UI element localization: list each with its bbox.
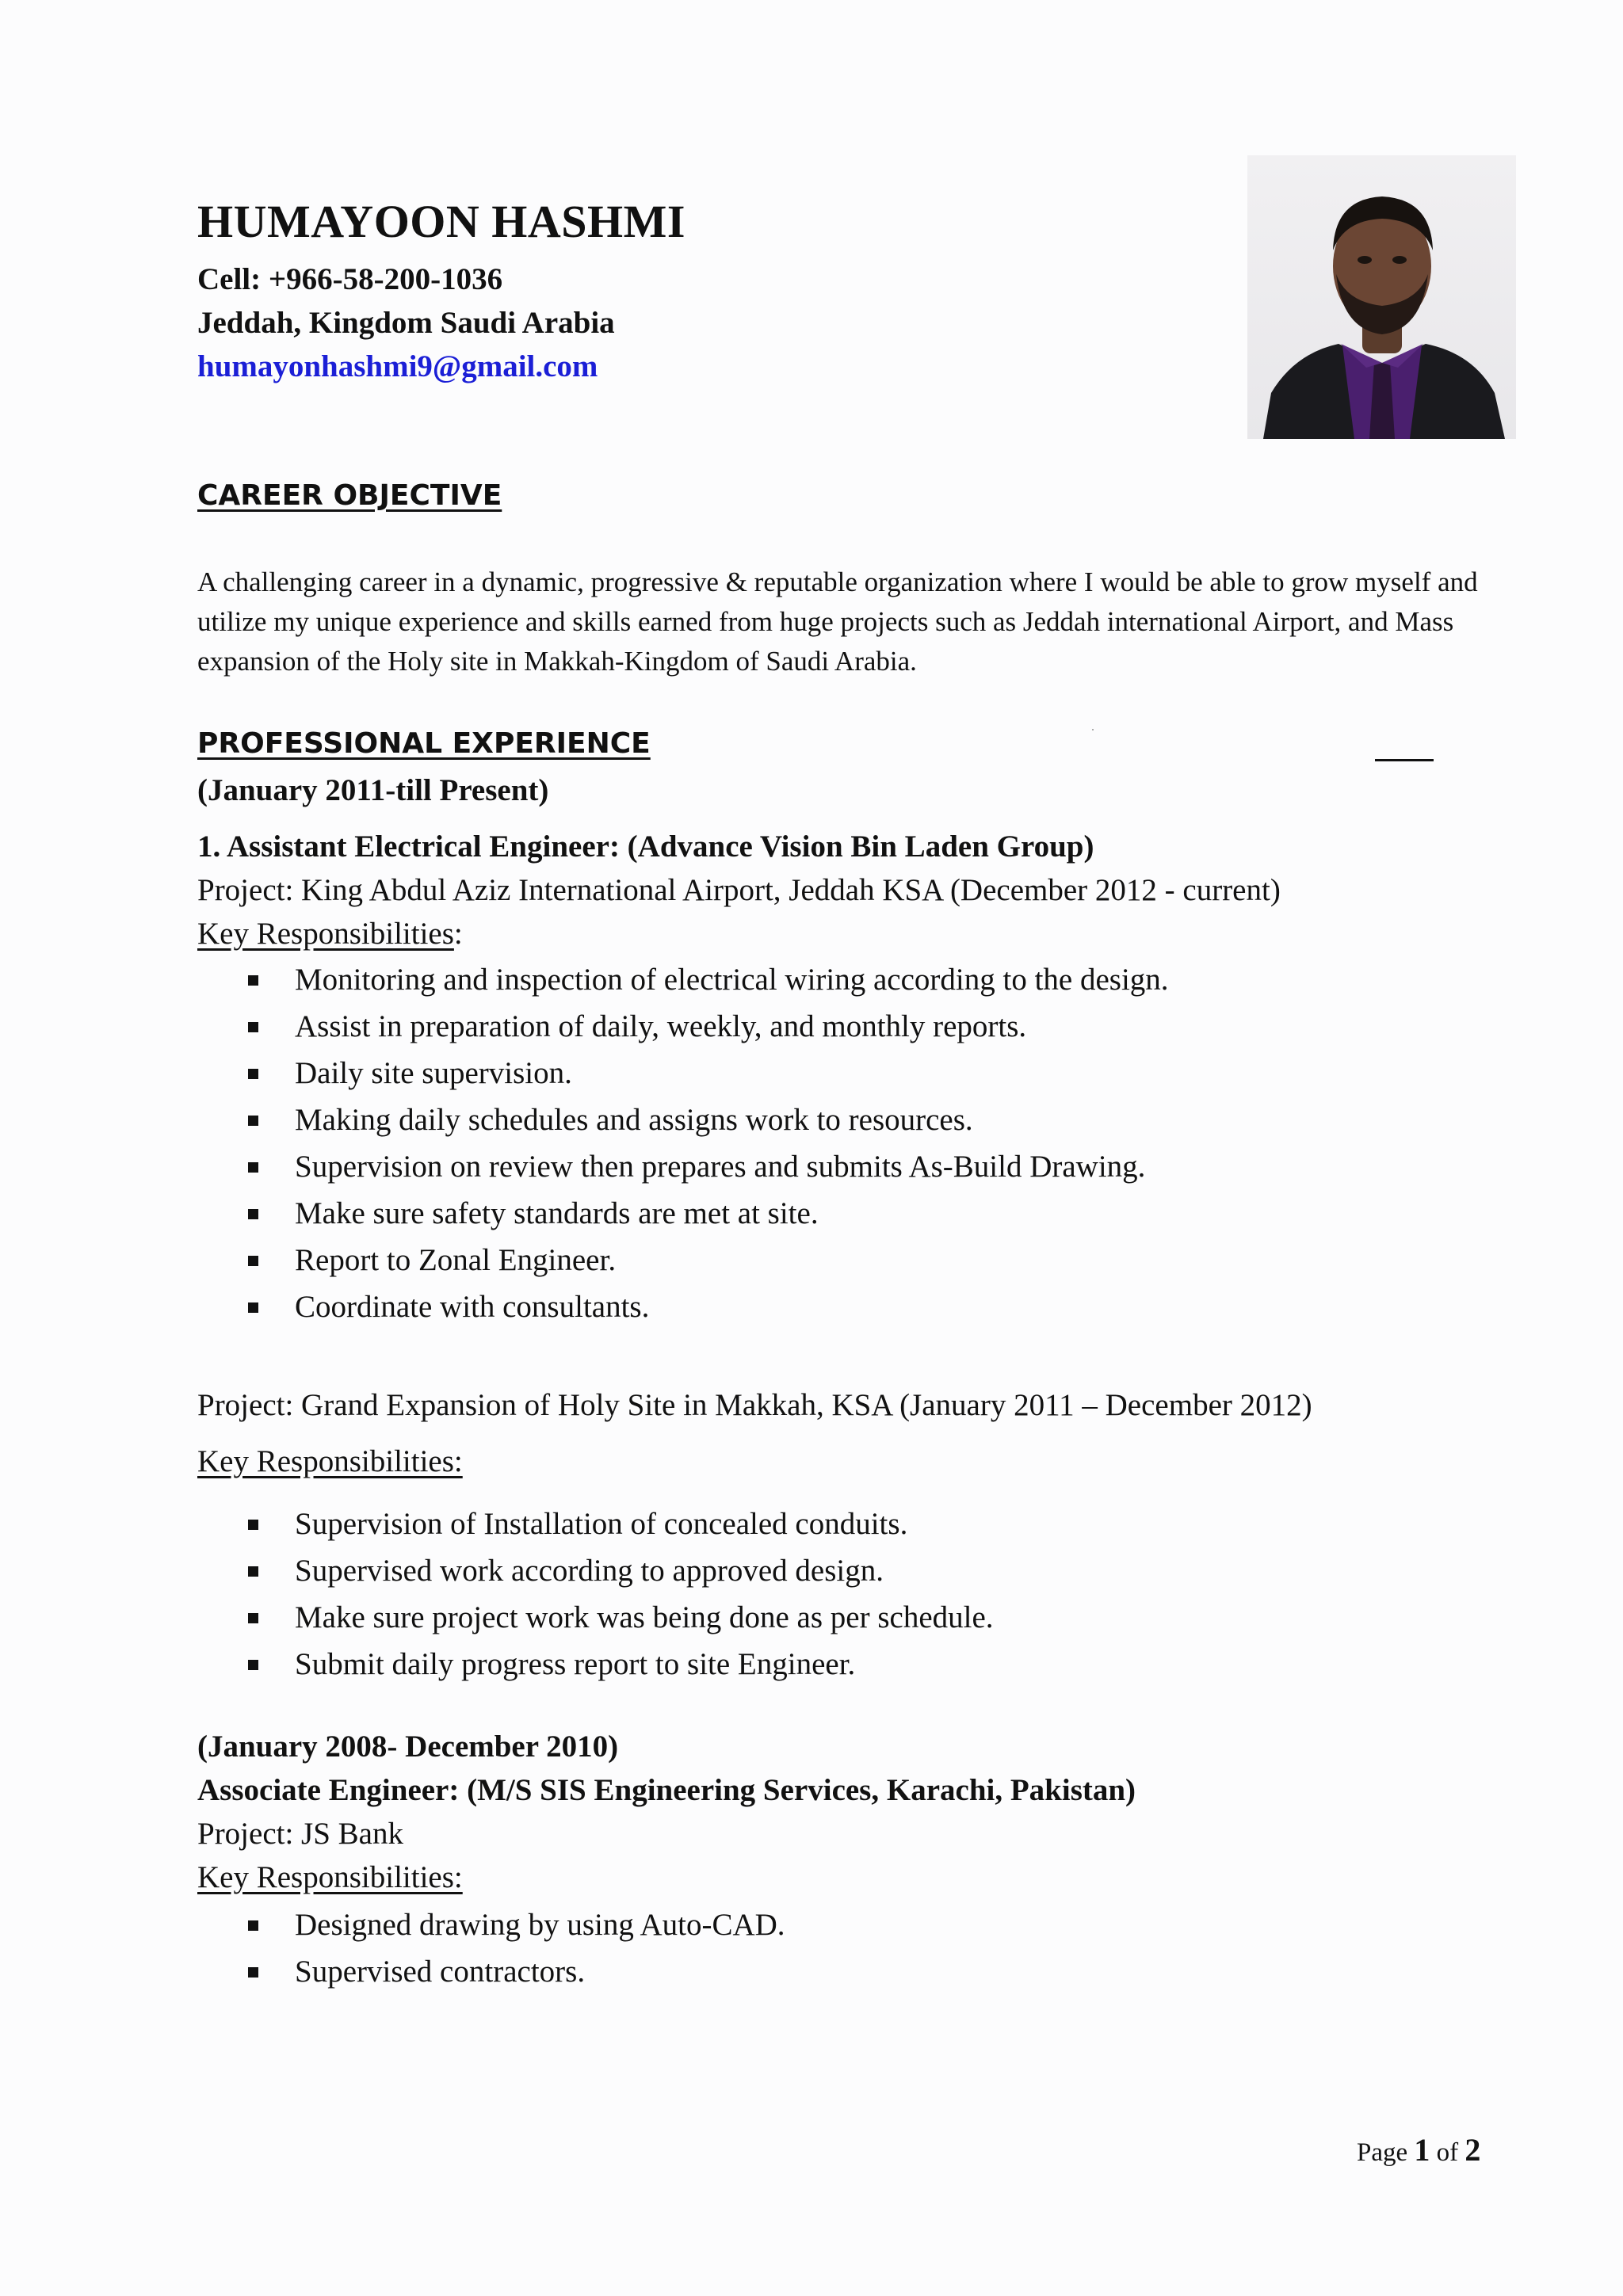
- list-item: [197, 1190, 1169, 1237]
- list-item: [197, 1003, 1169, 1050]
- professional-experience-heading: PROFESSIONAL EXPERIENCE: [197, 727, 651, 760]
- list-item: [197, 1901, 785, 1948]
- list-item-text: Coordinate with consultants.: [295, 1290, 650, 1324]
- employment-period-1: (January 2011-till Present): [197, 773, 549, 807]
- list-item: [197, 1283, 1169, 1330]
- bullet-icon: [248, 1660, 258, 1670]
- bullet-icon: [248, 975, 258, 986]
- list-item: [197, 956, 1169, 1003]
- career-objective-text: A challenging career in a dynamic, progressive & reputable organization where I would be able to grow myself and utilize my unique experience and skills earned from huge projects such as Jeddah international Airport, and Mass expansion of the Holy site in Makkah-Kingdom of Saudi Arabia.: [197, 566, 1478, 677]
- job-title-1: 1. Assistant Electrical Engineer: (Advance Vision Bin Laden Group): [197, 830, 1094, 864]
- employment-period-2: (January 2008- December 2010): [197, 1730, 619, 1764]
- location: Jeddah, Kingdom Saudi Arabia: [197, 306, 615, 340]
- profile-photo: [1247, 155, 1516, 439]
- list-item: [197, 1547, 994, 1594]
- list-item: [197, 1050, 1169, 1097]
- job-title-2: Associate Engineer: (M/S SIS Engineering Services, Karachi, Pakistan): [197, 1773, 1136, 1807]
- bullet-icon: [248, 1520, 258, 1530]
- key-responsibilities-colon: :: [453, 917, 463, 951]
- cell-number: Cell: +966-58-200-1036: [197, 262, 503, 296]
- bullet-icon: [248, 1566, 258, 1577]
- page-current: 1: [1414, 2132, 1430, 2168]
- heading-rule: [1375, 759, 1434, 761]
- page-number: [1357, 2131, 1480, 2168]
- list-item: [197, 1641, 994, 1688]
- bullet-icon: [248, 1069, 258, 1079]
- bullet-icon: [248, 1209, 258, 1219]
- candidate-name: HUMAYOON HASHMI: [197, 196, 685, 247]
- bullet-icon: [248, 1116, 258, 1126]
- scan-speck: [1092, 729, 1094, 730]
- project-1: Project: King Abdul Aziz International Airport, Jeddah KSA (December 2012 - current): [197, 873, 1281, 907]
- list-item: [197, 1143, 1169, 1190]
- bullet-icon: [248, 1613, 258, 1623]
- responsibilities-list-3: [197, 1901, 785, 1995]
- list-item-text: Daily site supervision.: [295, 1056, 572, 1090]
- page-of: of: [1436, 2138, 1459, 2167]
- list-item-text: Make sure safety standards are met at site.: [295, 1196, 819, 1230]
- bullet-icon: [248, 1920, 258, 1931]
- list-item-text: Assist in preparation of daily, weekly, and monthly reports.: [295, 1009, 1027, 1043]
- bullet-icon: [248, 1967, 258, 1978]
- list-item: [197, 1594, 994, 1641]
- list-item-text: Making daily schedules and assigns work to resources.: [295, 1103, 973, 1137]
- career-objective-heading: CAREER OBJECTIVE: [197, 479, 502, 512]
- bullet-icon: [248, 1256, 258, 1266]
- email-link[interactable]: humayonhashmi9@gmail.com: [197, 349, 598, 383]
- page-label: Page: [1357, 2138, 1408, 2167]
- list-item-text: Report to Zonal Engineer.: [295, 1243, 617, 1277]
- list-item-text: Supervision on review then prepares and submits As-Build Drawing.: [295, 1150, 1146, 1184]
- list-item-text: Submit daily progress report to site Engineer.: [295, 1647, 856, 1681]
- list-item-text: Supervision of Installation of concealed conduits.: [295, 1507, 908, 1541]
- list-item: [197, 1237, 1169, 1283]
- responsibilities-list-2: [197, 1501, 994, 1688]
- list-item-text: Monitoring and inspection of electrical wiring according to the design.: [295, 963, 1169, 997]
- key-responsibilities-label-2: Key Responsibilities:: [197, 1444, 463, 1478]
- list-item-text: Supervised contractors.: [295, 1955, 586, 1989]
- page-total: 2: [1465, 2132, 1481, 2168]
- key-responsibilities-label-3: Key Responsibilities:: [197, 1860, 463, 1894]
- project-2: Project: Grand Expansion of Holy Site in Makkah, KSA (January 2011 – December 2012): [197, 1388, 1312, 1422]
- key-responsibilities-text: Key Responsibilities: [197, 917, 454, 951]
- list-item-text: Make sure project work was being done as per schedule.: [295, 1600, 994, 1634]
- list-item: [197, 1948, 785, 1995]
- list-item: [197, 1097, 1169, 1143]
- list-item-text: Designed drawing by using Auto-CAD.: [295, 1908, 785, 1942]
- list-item: [197, 1501, 994, 1547]
- bullet-icon: [248, 1302, 258, 1313]
- bullet-icon: [248, 1022, 258, 1032]
- responsibilities-list-1: [197, 956, 1169, 1330]
- bullet-icon: [248, 1162, 258, 1173]
- key-responsibilities-label-1: [197, 916, 463, 952]
- project-3: Project: JS Bank: [197, 1817, 403, 1851]
- list-item-text: Supervised work according to approved design.: [295, 1554, 884, 1588]
